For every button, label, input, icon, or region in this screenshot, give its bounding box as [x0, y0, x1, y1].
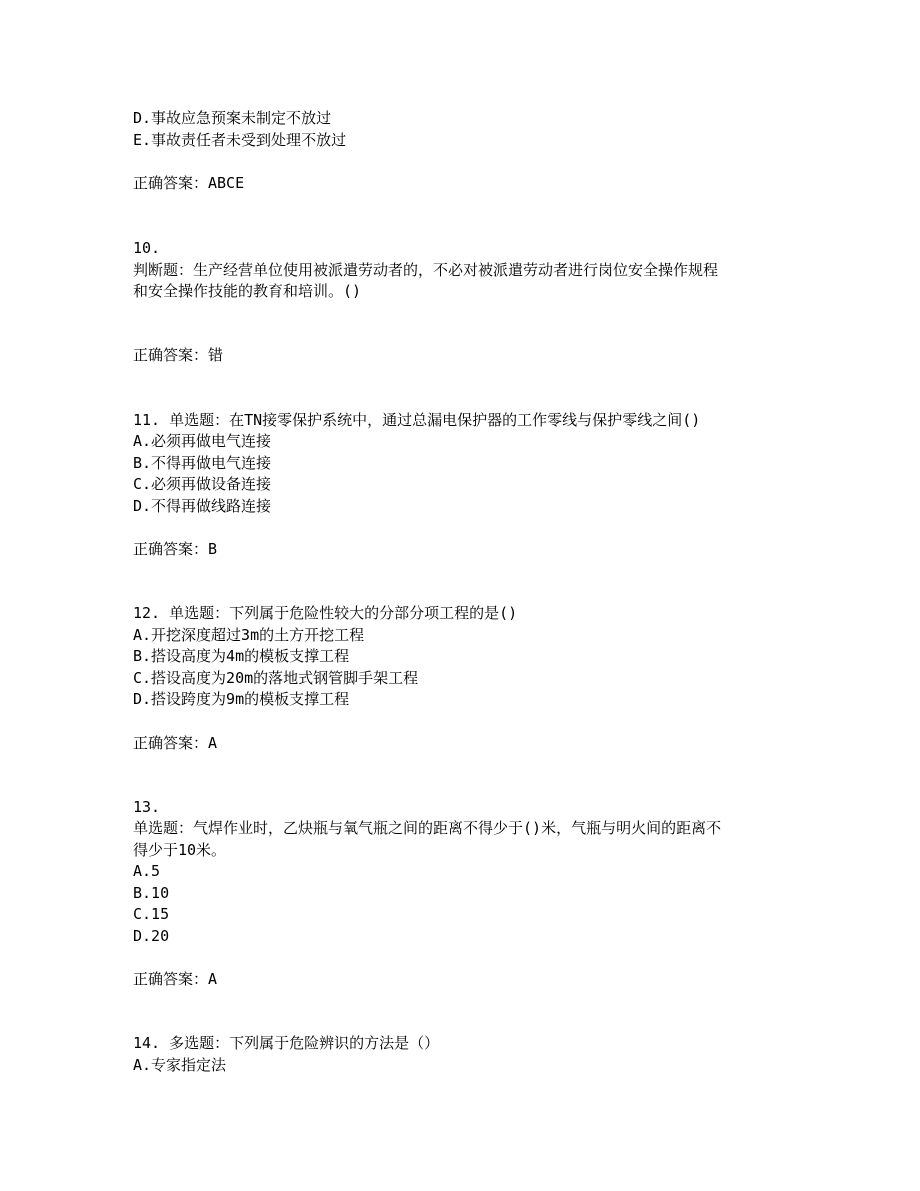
q14-option-a: A.专家指定法 [133, 1056, 227, 1074]
q11-option-d: D.不得再做线路连接 [133, 497, 272, 515]
q13-number: 13. [133, 798, 161, 816]
q11-option-a: A.必须再做电气连接 [133, 432, 272, 450]
q12-option-a: A.开挖深度超过3m的土方开挖工程 [133, 626, 365, 644]
q12-option-c: C.搭设高度为20m的落地式钢管脚手架工程 [133, 669, 419, 687]
q11-option-b: B.不得再做电气连接 [133, 454, 272, 472]
q9-option-e: E.事故责任者未受到处理不放过 [133, 131, 347, 149]
q9-option-d: D.事故应急预案未制定不放过 [133, 109, 332, 127]
q12-option-d: D.搭设跨度为9m的模板支撑工程 [133, 690, 350, 708]
q10-stem-line1: 判断题：生产经营单位使用被派遣劳动者的，不必对被派遣劳动者进行岗位安全操作规程 [133, 261, 719, 279]
q12-stem: 12. 单选题：下列属于危险性较大的分部分项工程的是() [133, 604, 518, 622]
q10-number: 10. [133, 239, 161, 257]
q13-stem-line1: 单选题：气焊作业时，乙炔瓶与氧气瓶之间的距离不得少于()米，气瓶与明火间的距离不 [133, 819, 722, 837]
q12-option-b: B.搭设高度为4m的模板支撑工程 [133, 647, 350, 665]
q12-answer: 正确答案：A [133, 734, 218, 752]
q13-option-a: A.5 [133, 862, 161, 880]
q13-stem-line2: 得少于10米。 [133, 841, 227, 859]
q14-stem: 14. 多选题：下列属于危险辨识的方法是（） [133, 1034, 440, 1052]
q9-answer: 正确答案：ABCE [133, 174, 245, 192]
q13-option-c: C.15 [133, 905, 170, 923]
q13-option-d: D.20 [133, 927, 170, 945]
q13-answer: 正确答案：A [133, 970, 218, 988]
q11-option-c: C.必须再做设备连接 [133, 475, 272, 493]
q13-option-b: B.10 [133, 884, 170, 902]
q10-stem-line2: 和安全操作技能的教育和培训。() [133, 282, 362, 300]
q10-answer: 正确答案：错 [133, 346, 224, 364]
q11-stem: 11. 单选题：在TN接零保护系统中，通过总漏电保护器的工作零线与保护零线之间() [133, 411, 701, 429]
q11-answer: 正确答案：B [133, 540, 218, 558]
